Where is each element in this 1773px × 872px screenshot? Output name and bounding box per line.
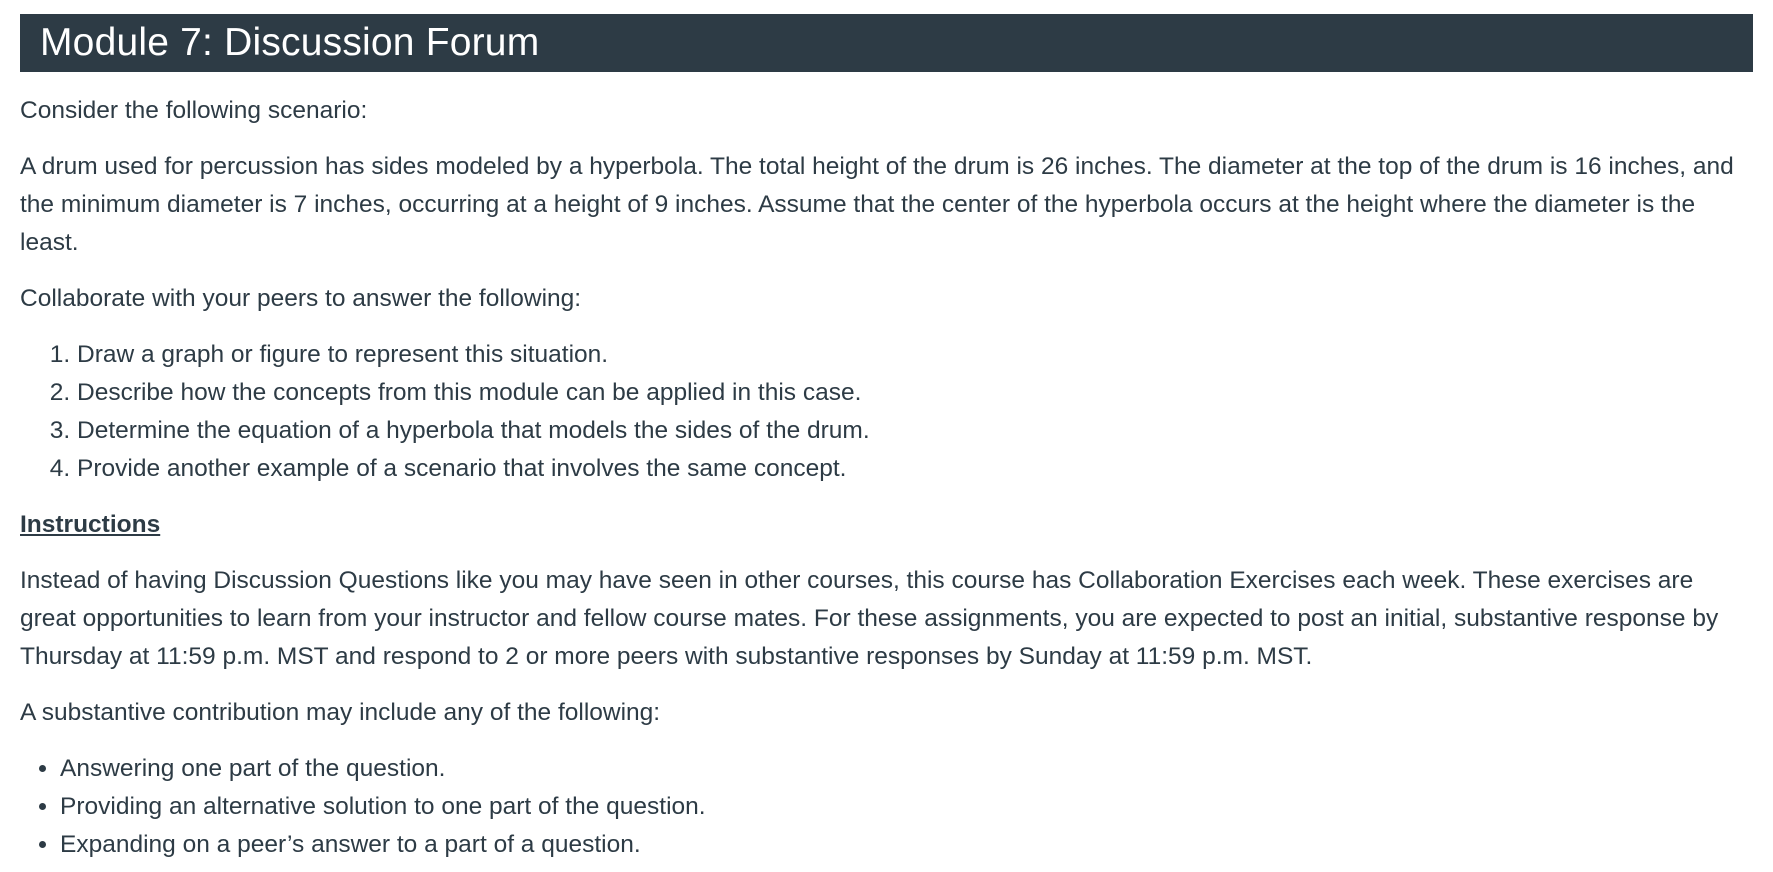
contribution-intro: A substantive contribution may include any of the following: [20,699,661,726]
page-title-banner [20,14,1753,72]
intro-text: Consider the following scenario: [20,97,368,124]
contribution-item: • Providing an alternative solution to one part of the question. [60,788,1753,826]
task-item: 4. Provide another example of a scenario that involves the same concept. [77,450,1753,488]
discussion-body [20,92,1753,864]
task-item: 2. Describe how the concepts from this module can be applied in this case. [77,374,1753,412]
page-title: Module 7: Discussion Forum [40,21,540,64]
contribution-item: • Expanding on a peer’s answer to a part of a question. [60,826,1753,864]
contribution-list [20,750,1753,864]
collaborate-prompt: Collaborate with your peers to answer the following: [20,285,582,312]
instructions-heading: Instructions [20,511,161,538]
instructions-text: Instead of having Discussion Questions like you may have seen in other courses, this course has Collaboration Exercises each week. These exercises are great opportunities to learn from your instructor and fellow course mates. For these assignments, you are expected to post an initial, substantive response by Thursday at 11:59 p.m. MST and respond to 2 or more peers with substantive responses by Sunday at 11:59 p.m. MST. [20,567,1719,670]
contribution-item: • Answering one part of the question. [60,750,1753,788]
task-item: 1. Draw a graph or figure to represent this situation. [77,336,1753,374]
task-item: 3. Determine the equation of a hyperbola that models the sides of the drum. [77,412,1753,450]
scenario-text: A drum used for percussion has sides modeled by a hyperbola. The total height of the drum is 26 inches. The diameter at the top of the drum is 16 inches, and the minimum diameter is 7 inches, occurring at a height of 9 inches. Assume that the center of the hyperbola occurs at the height where the diameter is the least. [20,153,1734,256]
task-list [20,336,1753,488]
